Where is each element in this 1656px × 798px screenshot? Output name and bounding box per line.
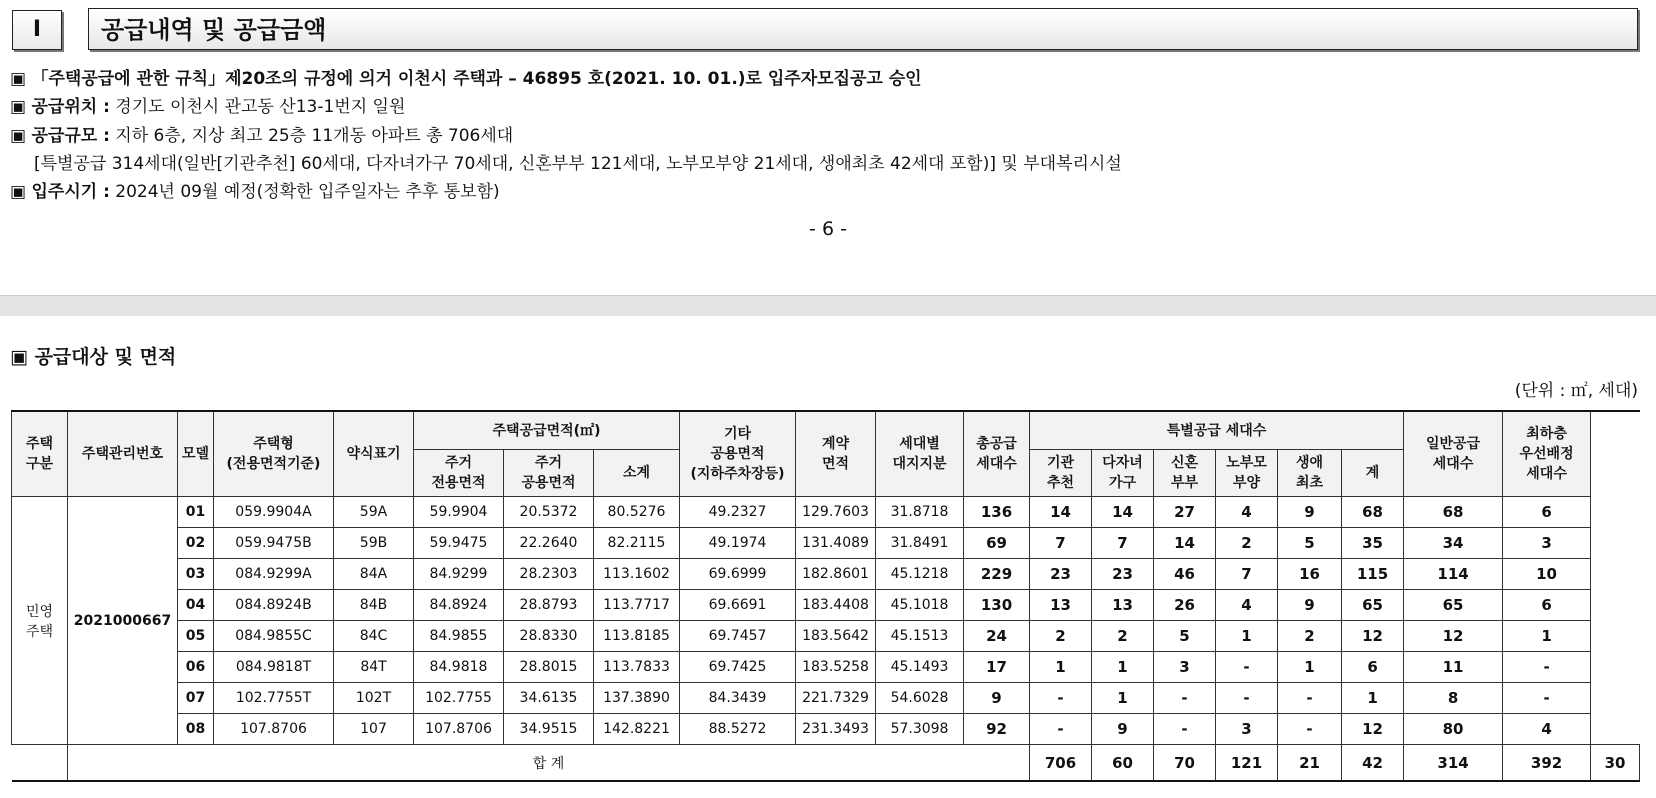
cell-total-label: 합 계 xyxy=(68,745,1030,782)
cell-mgmt-no: 2021000667 xyxy=(68,497,178,745)
cell-newly: 26 xyxy=(1154,590,1216,621)
cell-house_type: 084.9855C xyxy=(214,621,334,652)
notice-move-in: ▣ 입주시기 : 2024년 09월 예정(정확한 입주일자는 추후 통보함) xyxy=(10,182,500,202)
cell-house_type: 084.8924B xyxy=(214,590,334,621)
cell-total-agency: 60 xyxy=(1092,745,1154,782)
table-row xyxy=(12,528,1640,559)
cell-total-multi: 70 xyxy=(1154,745,1216,782)
cell-newly: 5 xyxy=(1154,621,1216,652)
cell-total-newly: 121 xyxy=(1216,745,1278,782)
page-separator xyxy=(0,295,1656,316)
cell-housing-type: 민영 주택 xyxy=(12,497,68,745)
table-row xyxy=(12,621,1640,652)
cell-sp_total: 35 xyxy=(1342,528,1404,559)
cell-first: 1 xyxy=(1278,652,1342,683)
cell-abbr: 84T xyxy=(334,652,414,683)
th-elderly: 노부모 부양 xyxy=(1216,450,1278,497)
cell-elderly: 4 xyxy=(1216,590,1278,621)
cell-excl: 84.9299 xyxy=(414,559,504,590)
cell-multi: 2 xyxy=(1092,621,1154,652)
cell-contract: 131.4089 xyxy=(796,528,876,559)
cell-total: 69 xyxy=(964,528,1030,559)
cell-total-elderly: 21 xyxy=(1278,745,1342,782)
cell-house_type: 059.9475B xyxy=(214,528,334,559)
cell-subtotal: 137.3890 xyxy=(594,683,680,714)
cell-general: 65 xyxy=(1404,590,1503,621)
cell-elderly: - xyxy=(1216,652,1278,683)
cell-total: 229 xyxy=(964,559,1030,590)
table-row xyxy=(12,590,1640,621)
table-row xyxy=(12,683,1640,714)
cell-lowest: - xyxy=(1503,683,1591,714)
cell-first: 16 xyxy=(1278,559,1342,590)
cell-house_type: 084.9299A xyxy=(214,559,334,590)
cell-lowest: 3 xyxy=(1503,528,1591,559)
cell-multi: 1 xyxy=(1092,683,1154,714)
unit-label: (단위 : ㎡, 세대) xyxy=(1514,381,1638,401)
cell-abbr: 84A xyxy=(334,559,414,590)
cell-total-lowest: 30 xyxy=(1591,745,1640,782)
cell-excl: 59.9475 xyxy=(414,528,504,559)
cell-model: 05 xyxy=(178,621,214,652)
cell-other: 88.5272 xyxy=(680,714,796,745)
cell-multi: 13 xyxy=(1092,590,1154,621)
cell-total-total: 706 xyxy=(1030,745,1092,782)
cell-subtotal: 80.5276 xyxy=(594,497,680,528)
cell-contract: 182.8601 xyxy=(796,559,876,590)
total-row xyxy=(12,745,1640,782)
cell-other: 69.7425 xyxy=(680,652,796,683)
notice-area xyxy=(0,0,1656,295)
cell-agency: 7 xyxy=(1030,528,1092,559)
cell-newly: 27 xyxy=(1154,497,1216,528)
cell-land: 57.3098 xyxy=(876,714,964,745)
th-res-exclusive: 주거 전용면적 xyxy=(414,450,504,497)
cell-model: 08 xyxy=(178,714,214,745)
cell-multi: 7 xyxy=(1092,528,1154,559)
cell-subtotal: 142.8221 xyxy=(594,714,680,745)
cell-general: 12 xyxy=(1404,621,1503,652)
cell-elderly: 1 xyxy=(1216,621,1278,652)
cell-elderly: 3 xyxy=(1216,714,1278,745)
cell-total-general: 392 xyxy=(1503,745,1591,782)
th-general-supply: 일반공급 세대수 xyxy=(1404,411,1503,497)
cell-sp_total: 12 xyxy=(1342,714,1404,745)
th-first-life: 생애 최초 xyxy=(1278,450,1342,497)
cell-general: 11 xyxy=(1404,652,1503,683)
cell-first: 9 xyxy=(1278,497,1342,528)
cell-general: 34 xyxy=(1404,528,1503,559)
cell-multi: 23 xyxy=(1092,559,1154,590)
cell-excl: 84.8924 xyxy=(414,590,504,621)
subsection-title: ▣ 공급대상 및 면적 xyxy=(10,346,177,368)
cell-elderly: - xyxy=(1216,683,1278,714)
cell-lowest: 1 xyxy=(1503,621,1591,652)
cell-other: 69.6999 xyxy=(680,559,796,590)
cell-total: 130 xyxy=(964,590,1030,621)
cell-elderly: 4 xyxy=(1216,497,1278,528)
cell-common: 28.8793 xyxy=(504,590,594,621)
cell-general: 80 xyxy=(1404,714,1503,745)
cell-common: 34.9515 xyxy=(504,714,594,745)
cell-contract: 231.3493 xyxy=(796,714,876,745)
cell-total: 92 xyxy=(964,714,1030,745)
page-number: - 6 - xyxy=(809,218,847,240)
cell-land: 54.6028 xyxy=(876,683,964,714)
cell-general: 8 xyxy=(1404,683,1503,714)
cell-abbr: 59A xyxy=(334,497,414,528)
cell-newly: 3 xyxy=(1154,652,1216,683)
cell-newly: - xyxy=(1154,714,1216,745)
th-contract-area: 계약 면적 xyxy=(796,411,876,497)
cell-land: 45.1018 xyxy=(876,590,964,621)
cell-sp_total: 12 xyxy=(1342,621,1404,652)
cell-common: 20.5372 xyxy=(504,497,594,528)
cell-multi: 9 xyxy=(1092,714,1154,745)
cell-elderly: 2 xyxy=(1216,528,1278,559)
cell-total: 24 xyxy=(964,621,1030,652)
cell-contract: 183.4408 xyxy=(796,590,876,621)
cell-lowest: - xyxy=(1503,652,1591,683)
cell-lowest: 6 xyxy=(1503,497,1591,528)
th-other-common: 기타 공용면적 (지하주차장등) xyxy=(680,411,796,497)
cell-multi: 14 xyxy=(1092,497,1154,528)
cell-model: 07 xyxy=(178,683,214,714)
th-newlywed: 신혼 부부 xyxy=(1154,450,1216,497)
cell-newly: 46 xyxy=(1154,559,1216,590)
th-supply-area: 주택공급면적(㎡) xyxy=(414,411,680,450)
cell-newly: 14 xyxy=(1154,528,1216,559)
cell-subtotal: 113.7717 xyxy=(594,590,680,621)
cell-first: - xyxy=(1278,714,1342,745)
cell-excl: 107.8706 xyxy=(414,714,504,745)
cell-excl: 59.9904 xyxy=(414,497,504,528)
cell-model: 02 xyxy=(178,528,214,559)
cell-common: 28.8330 xyxy=(504,621,594,652)
notice-scale: ▣ 공급규모 : 지하 6층, 지상 최고 25층 11개동 아파트 총 706세대 xyxy=(10,126,514,146)
cell-land: 31.8718 xyxy=(876,497,964,528)
table-row xyxy=(12,652,1640,683)
th-house-type: 주택형 (전용면적기준) xyxy=(214,411,334,497)
cell-contract: 183.5642 xyxy=(796,621,876,652)
cell-contract: 221.7329 xyxy=(796,683,876,714)
cell-general: 114 xyxy=(1404,559,1503,590)
notice-location: ▣ 공급위치 : 경기도 이천시 관고동 산13-1번지 일원 xyxy=(10,97,406,117)
cell-lowest: 6 xyxy=(1503,590,1591,621)
cell-house_type: 102.7755T xyxy=(214,683,334,714)
cell-abbr: 107 xyxy=(334,714,414,745)
cell-total-sp_total: 314 xyxy=(1404,745,1503,782)
cell-general: 68 xyxy=(1404,497,1503,528)
section-title: 공급내역 및 공급금액 xyxy=(88,8,1638,50)
cell-sp_total: 1 xyxy=(1342,683,1404,714)
cell-sp_total: 65 xyxy=(1342,590,1404,621)
cell-sp_total: 68 xyxy=(1342,497,1404,528)
supply-table xyxy=(11,410,1640,782)
cell-land: 31.8491 xyxy=(876,528,964,559)
cell-first: 5 xyxy=(1278,528,1342,559)
cell-common: 28.8015 xyxy=(504,652,594,683)
th-multi-child: 다자녀 가구 xyxy=(1092,450,1154,497)
th-agency: 기관 추천 xyxy=(1030,450,1092,497)
th-lowest-floor: 최하층 우선배정 세대수 xyxy=(1503,411,1591,497)
cell-elderly: 7 xyxy=(1216,559,1278,590)
cell-house_type: 059.9904A xyxy=(214,497,334,528)
cell-subtotal: 82.2115 xyxy=(594,528,680,559)
th-model: 모델 xyxy=(178,411,214,497)
cell-agency: 1 xyxy=(1030,652,1092,683)
cell-first: - xyxy=(1278,683,1342,714)
notice-approval: ▣ 「주택공급에 관한 규칙」제20조의 규정에 의거 이천시 주택과 – 46895 호(2021. 10. 01.)로 입주자모집공고 승인 xyxy=(10,69,922,89)
cell-total: 136 xyxy=(964,497,1030,528)
cell-abbr: 84C xyxy=(334,621,414,652)
th-mgmt-no: 주택관리번호 xyxy=(68,411,178,497)
cell-agency: 2 xyxy=(1030,621,1092,652)
cell-total-blank xyxy=(12,745,68,782)
th-subtotal: 소계 xyxy=(594,450,680,497)
cell-agency: 14 xyxy=(1030,497,1092,528)
th-housing-type: 주택 구분 xyxy=(12,411,68,497)
cell-agency: 23 xyxy=(1030,559,1092,590)
cell-other: 69.7457 xyxy=(680,621,796,652)
cell-land: 45.1513 xyxy=(876,621,964,652)
cell-subtotal: 113.8185 xyxy=(594,621,680,652)
cell-first: 2 xyxy=(1278,621,1342,652)
notice-scale-detail: [특별공급 314세대(일반[기관추천] 60세대, 다자녀가구 70세대, 신혼부부 121세대, 노부모부양 21세대, 생애최초 42세대 포함)] 및 부대복리시설 xyxy=(34,154,1122,174)
th-total-supply: 총공급 세대수 xyxy=(964,411,1030,497)
cell-land: 45.1493 xyxy=(876,652,964,683)
cell-other: 49.2327 xyxy=(680,497,796,528)
cell-common: 28.2303 xyxy=(504,559,594,590)
cell-house_type: 084.9818T xyxy=(214,652,334,683)
cell-sp_total: 6 xyxy=(1342,652,1404,683)
cell-lowest: 10 xyxy=(1503,559,1591,590)
th-res-common: 주거 공용면적 xyxy=(504,450,594,497)
cell-other: 84.3439 xyxy=(680,683,796,714)
cell-abbr: 59B xyxy=(334,528,414,559)
cell-house_type: 107.8706 xyxy=(214,714,334,745)
th-special-total: 계 xyxy=(1342,450,1404,497)
cell-excl: 84.9855 xyxy=(414,621,504,652)
cell-total: 17 xyxy=(964,652,1030,683)
cell-land: 45.1218 xyxy=(876,559,964,590)
cell-other: 69.6691 xyxy=(680,590,796,621)
cell-contract: 183.5258 xyxy=(796,652,876,683)
th-land-share: 세대별 대지지분 xyxy=(876,411,964,497)
th-special-supply: 특별공급 세대수 xyxy=(1030,411,1404,450)
cell-excl: 102.7755 xyxy=(414,683,504,714)
cell-common: 22.2640 xyxy=(504,528,594,559)
cell-newly: - xyxy=(1154,683,1216,714)
th-abbr: 약식표기 xyxy=(334,411,414,497)
cell-agency: - xyxy=(1030,683,1092,714)
cell-abbr: 84B xyxy=(334,590,414,621)
cell-contract: 129.7603 xyxy=(796,497,876,528)
cell-multi: 1 xyxy=(1092,652,1154,683)
section-number: I xyxy=(12,10,62,50)
cell-model: 03 xyxy=(178,559,214,590)
cell-first: 9 xyxy=(1278,590,1342,621)
cell-model: 01 xyxy=(178,497,214,528)
table-row xyxy=(12,497,1640,528)
cell-lowest: 4 xyxy=(1503,714,1591,745)
cell-model: 04 xyxy=(178,590,214,621)
cell-model: 06 xyxy=(178,652,214,683)
cell-total-first: 42 xyxy=(1342,745,1404,782)
cell-agency: - xyxy=(1030,714,1092,745)
table-row xyxy=(12,559,1640,590)
cell-common: 34.6135 xyxy=(504,683,594,714)
cell-excl: 84.9818 xyxy=(414,652,504,683)
cell-sp_total: 115 xyxy=(1342,559,1404,590)
cell-agency: 13 xyxy=(1030,590,1092,621)
cell-subtotal: 113.7833 xyxy=(594,652,680,683)
cell-other: 49.1974 xyxy=(680,528,796,559)
cell-total: 9 xyxy=(964,683,1030,714)
cell-subtotal: 113.1602 xyxy=(594,559,680,590)
cell-abbr: 102T xyxy=(334,683,414,714)
table-row xyxy=(12,714,1640,745)
